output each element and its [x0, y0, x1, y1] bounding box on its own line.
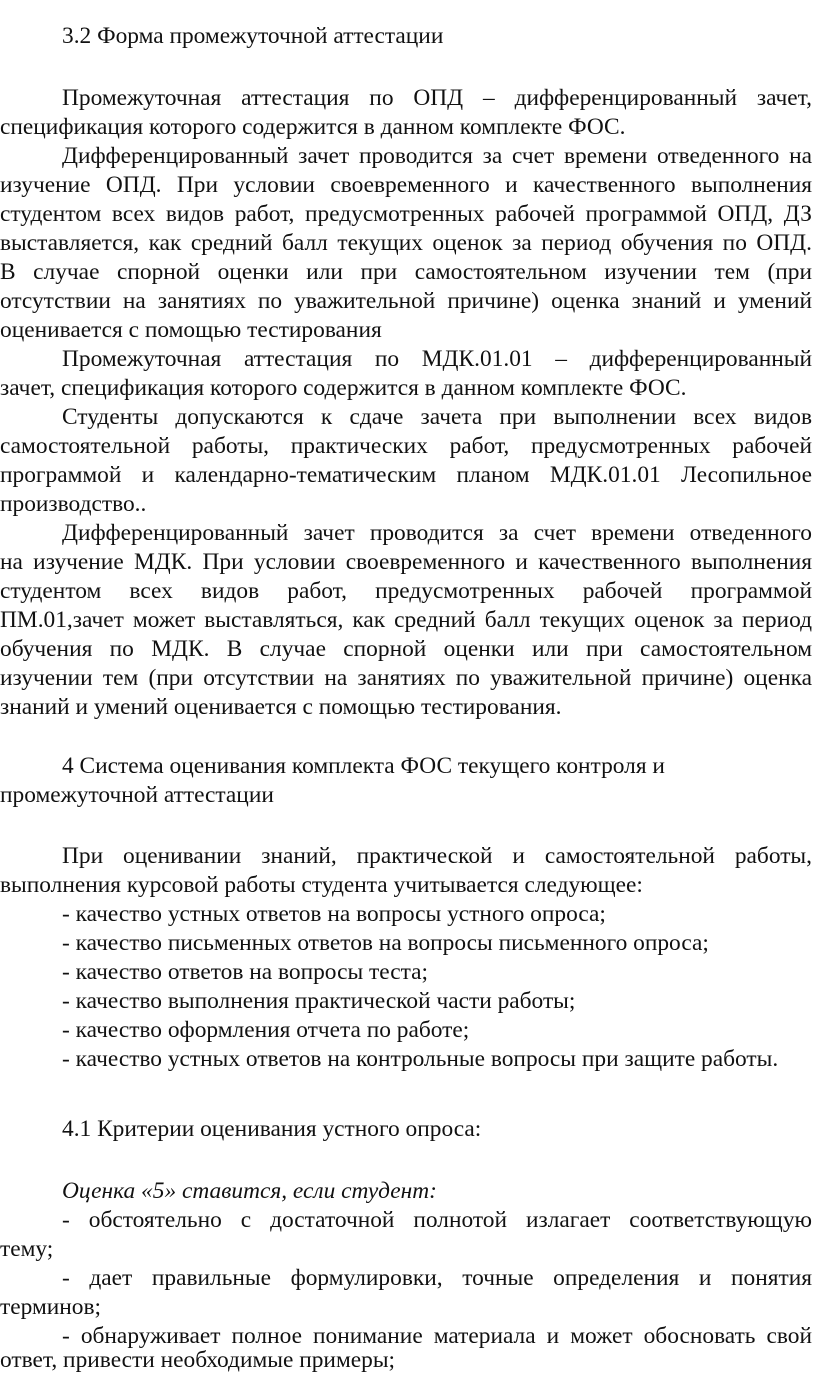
paragraph-line: ПМ.01,зачет может выставляться, как средний балл текущих оценок за период [0, 607, 812, 633]
criterion-line: - обнаруживает полное понимание материала и может обосновать свой [62, 1323, 812, 1349]
section-heading-4: 4 Система оценивания комплекта ФОС текущего контроля и [62, 753, 665, 779]
section-heading-4-continued: промежуточной аттестации [0, 782, 274, 808]
section-heading-4-1: 4.1 Критерии оценивания устного опроса: [62, 1116, 482, 1142]
paragraph-line: изучении тем (при отсутствии на занятиях по уважительной причине) оценка [0, 665, 812, 691]
paragraph-line: студентом всех видов работ, предусмотренных рабочей программой ОПД, ДЗ [0, 201, 812, 227]
section-heading-3-2: 3.2 Форма промежуточной аттестации [62, 23, 444, 49]
list-item: - качество устных ответов на вопросы устного опроса; [62, 901, 606, 927]
paragraph-line: производство.. [0, 491, 147, 517]
paragraph-line: на изучение МДК. При условии своевременного и качественного выполнения [0, 549, 812, 575]
paragraph-line: Дифференцированный зачет проводится за счет времени отведенного [62, 520, 812, 546]
paragraph-line: Промежуточная аттестация по МДК.01.01 – дифференцированный [62, 346, 812, 372]
criterion-line: терминов; [0, 1294, 102, 1320]
criterion-line: - обстоятельно с достаточной полнотой излагает соответствующую [62, 1207, 812, 1233]
list-item: - качество ответов на вопросы теста; [62, 959, 428, 985]
criterion-line: ответ, привести необходимые примеры; [0, 1347, 396, 1373]
list-item: - качество оформления отчета по работе; [62, 1017, 470, 1043]
criterion-line: - дает правильные формулировки, точные определения и понятия [62, 1265, 812, 1291]
paragraph-line: отсутствии на занятиях по уважительной причине) оценка знаний и умений [0, 288, 812, 314]
paragraph-line: выставляется, как средний балл текущих оценок за период обучения по ОПД. [0, 230, 812, 256]
criterion-line: тему; [0, 1236, 54, 1262]
list-item: - качество выполнения практической части работы; [62, 988, 576, 1014]
paragraph-line: Дифференцированный зачет проводится за счет времени отведенного на [62, 143, 812, 169]
list-item: - качество устных ответов на контрольные вопросы при защите работы. [62, 1046, 779, 1072]
paragraph-line: программой и календарно-тематическим планом МДК.01.01 Лесопильное [0, 462, 812, 488]
paragraph-line: самостоятельной работы, практических работ, предусмотренных рабочей [0, 433, 812, 459]
paragraph-line: оценивается с помощью тестирования [0, 317, 382, 343]
paragraph-line: В случае спорной оценки или при самостоятельном изучении тем (при [0, 259, 812, 285]
paragraph-line: зачет, спецификация которого содержится в данном комплекте ФОС. [0, 375, 687, 401]
list-item: - качество письменных ответов на вопросы письменного опроса; [62, 930, 709, 956]
paragraph-line: выполнения курсовой работы студента учитывается следующее: [0, 872, 643, 898]
paragraph-line: изучение ОПД. При условии своевременного и качественного выполнения [0, 172, 812, 198]
paragraph-line: студентом всех видов работ, предусмотренных рабочей программой [0, 578, 812, 604]
grade-5-title: Оценка «5» ставится, если студент: [62, 1178, 437, 1204]
paragraph-line: Промежуточная аттестация по ОПД – дифференцированный зачет, [62, 85, 812, 111]
paragraph-line: При оценивании знаний, практической и самостоятельной работы, [62, 843, 812, 869]
paragraph-line: знаний и умений оценивается с помощью тестирования. [0, 694, 562, 720]
paragraph-line: обучения по МДК. В случае спорной оценки или при самостоятельном [0, 636, 812, 662]
paragraph-line: спецификация которого содержится в данном комплекте ФОС. [0, 114, 626, 140]
paragraph-line: Студенты допускаются к сдаче зачета при выполнении всех видов [62, 404, 812, 430]
